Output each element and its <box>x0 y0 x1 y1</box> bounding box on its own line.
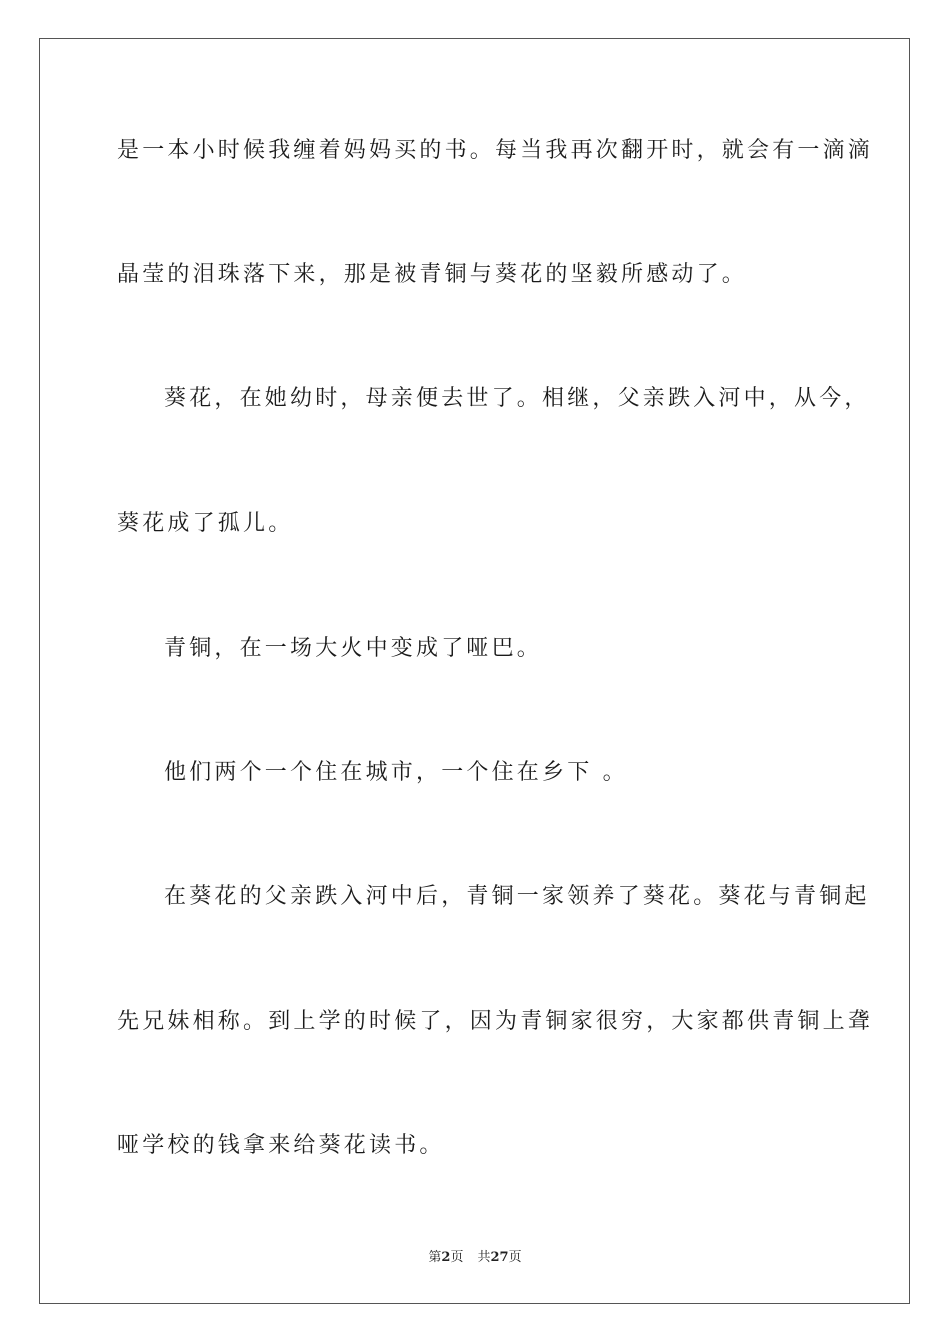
total-pages: 27 <box>490 1250 509 1265</box>
paragraph-line-7: 在葵花的父亲跌入河中后，青铜一家领养了葵花。葵花与青铜起 <box>164 884 870 909</box>
paragraph-line-5: 青铜，在一场大火中变成了哑巴。 <box>164 636 543 661</box>
page-border <box>39 38 910 1304</box>
page-number: 2 <box>441 1250 451 1265</box>
page-prefix: 第 <box>428 1250 442 1265</box>
total-suffix: 页 <box>508 1250 522 1265</box>
page-footer <box>0 1246 950 1265</box>
paragraph-line-4: 葵花成了孤儿。 <box>117 511 294 536</box>
paragraph-line-2: 晶莹的泪珠落下来，那是被青铜与葵花的坚毅所感动了。 <box>117 262 748 287</box>
paragraph-line-3: 葵花，在她幼时，母亲便去世了。相继，父亲跌入河中，从今， <box>164 386 870 411</box>
paragraph-line-6: 他们两个一个住在城市，一个住在乡下 。 <box>164 760 628 785</box>
page-suffix: 页 <box>450 1250 464 1265</box>
paragraph-line-9: 哑学校的钱拿来给葵花读书。 <box>117 1133 445 1158</box>
paragraph-line-1: 是一本小时候我缠着妈妈买的书。每当我再次翻开时，就会有一滴滴 <box>117 138 874 163</box>
paragraph-line-8: 先兄妹相称。到上学的时候了，因为青铜家很穷，大家都供青铜上聋 <box>117 1009 874 1034</box>
total-prefix: 共 <box>477 1250 491 1265</box>
